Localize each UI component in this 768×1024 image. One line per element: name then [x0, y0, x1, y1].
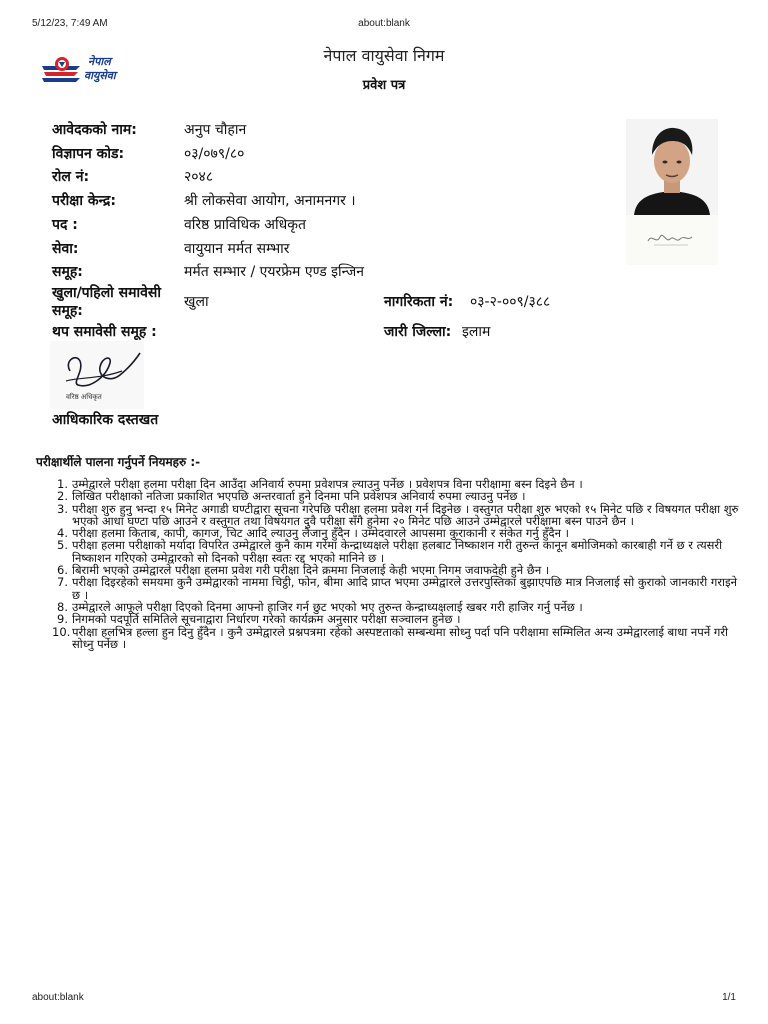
service-value: वायुयान मर्मत सम्भार — [184, 241, 290, 257]
open-group-label-line2: समूह: — [52, 303, 83, 319]
rules-heading: परीक्षार्थीले पालना गर्नुपर्ने नियमहरु :- — [36, 455, 201, 469]
open-group-label-line1: खुला/पहिलो समावेसी — [52, 285, 162, 301]
logo-line1: नेपाल — [88, 55, 111, 68]
rule-text: परीक्षा हलमा परीक्षाको मर्यादा विपरित उम्मेद्वारले कुनै काम गरेमा केन्द्राध्यक्षले परीक्षा हलबाट निष्काशन गरी तुरुन्त कानून बमोजिमको कारबाही गर्ने छ र त्यसरी निष्काशन गरिएको उम्मेद्वारको सो दिनको परीक्षा स्वतः रद्द भएको मानिने छ । — [72, 538, 723, 565]
group-value: मर्मत सम्भार / एयरफ्रेम एण्ड इन्जिन — [184, 264, 365, 280]
doc-title: प्रवेश पत्र — [362, 78, 406, 93]
rule-item — [52, 576, 742, 601]
ad-code-label: विज्ञापन कोड: — [52, 146, 125, 162]
org-title: नेपाल वायुसेवा निगम — [323, 46, 445, 65]
rule-number: 8. — [57, 599, 68, 614]
print-url: about:blank — [358, 18, 410, 29]
group-label: समूह: — [52, 264, 83, 280]
extra-group-label: थप समावेसी समूह : — [52, 324, 157, 340]
footer-url: about:blank — [32, 992, 84, 1003]
citizenship-value: ०३-२-००९/३८८ — [470, 294, 551, 310]
exam-center-label: परीक्षा केन्द्र: — [52, 193, 116, 209]
rule-number: 3. — [57, 501, 68, 516]
applicant-name-label: आवेदकको नाम: — [52, 122, 137, 138]
rule-number: 10. — [52, 624, 71, 639]
rule-item — [52, 626, 742, 651]
rule-item — [52, 539, 742, 564]
official-signature-label: आधिकारिक दस्तखत — [52, 412, 159, 428]
rule-item — [52, 503, 742, 528]
print-header — [0, 18, 768, 32]
official-signature-caption: वरिष्ठ अधिकृत — [66, 393, 102, 401]
rule-number: 1. — [57, 477, 68, 491]
rule-text: परीक्षा शुरु हुनु भन्दा १५ मिनेट अगाडी घण्टीद्वारा सूचना गरेपछि परीक्षा हलमा प्रवेश गर्न दिइनेछ । वस्तुगत परीक्षा शुरु भएको १५ मिनेट पछि र विषयगत परीक्षा शुरु भएको आधा घण्टा पछि आउने र वस्तुगत तथा विषयगत दुवै परीक्षा सँगै हुनेमा २० मिनेट पछि आउने उम्मेद्वारले परीक्षामा बस्न पाउने छैन । — [72, 501, 739, 528]
exam-center-value: श्री लोकसेवा आयोग, अनामनगर । — [184, 193, 356, 209]
applicant-signature-image — [626, 215, 718, 265]
rule-text: उम्मेद्वारले आफूले परीक्षा दिएको दिनमा आफ्नो हाजिर गर्न छुट भएको भए तुरुन्त केन्द्राध्यक्षलाई खबर गरी हाजिर गर्नु पर्नेछ । — [72, 599, 583, 614]
issue-district-value: इलाम — [462, 324, 491, 340]
print-datetime: 5/12/23, 7:49 AM — [32, 18, 108, 29]
rule-number: 2. — [57, 489, 68, 504]
rule-number: 5. — [57, 538, 68, 553]
rule-text: परीक्षा हलभित्र हल्ला हुन दिनु हुँदैन । कुनै उम्मेद्वारले प्रश्नपत्रमा रहेको अस्पष्टताको सम्बन्धमा सोध्नु पर्दा पनि परीक्षामा सम्मिलित अन्य उम्मेद्वारलाई बाधा नपर्ने गरी सोध्नु पर्नेछ । — [72, 624, 729, 651]
rule-number: 9. — [57, 612, 68, 627]
rule-number: 4. — [57, 526, 68, 541]
rule-number: 6. — [57, 563, 68, 578]
rule-text: निगमको पदपूर्ति समितिले सूचनाद्वारा निर्धारण गरेको कार्यक्रम अनुसार परीक्षा सञ्चालन हुनेछ । — [72, 612, 461, 627]
applicant-name-value: अनुप चौहान — [184, 122, 247, 138]
open-group-value: खुला — [184, 294, 209, 310]
rule-text: परीक्षा हलमा किताब, कापी, कागज, चिट आदि ल्याउनु लैजानु हुँदैन । उम्मेदवारले आपसमा कुराकानी र संकेत गर्नु हुँदैन । — [72, 526, 570, 541]
rule-number: 7. — [57, 575, 68, 590]
rules-list — [52, 478, 742, 650]
rule-text: लिखित परीक्षाको नतिजा प्रकाशित भएपछि अन्तरवार्ता हुने दिनमा पनि प्रवेशपत्र अनिवार्य रुपमा ल्याउनु पर्नेछ । — [72, 489, 526, 504]
applicant-photo — [626, 119, 718, 215]
rule-text: बिरामी भएको उम्मेद्वारले परीक्षा हलमा प्रवेश गरी परीक्षा दिने क्रममा निजलाई केही भएमा निगम जवाफदेही हुने छैन । — [72, 563, 550, 578]
rule-text: उम्मेद्वारले परीक्षा हलमा परीक्षा दिन आउँदा अनिवार्य रुपमा प्रवेशपत्र ल्याउनु पर्नेछ । प्रवेशपत्र विना परीक्षामा बस्न दिइने छैन । — [72, 477, 583, 491]
roll-label: रोल नं: — [52, 169, 90, 185]
service-label: सेवा: — [52, 241, 79, 257]
ad-code-value: ०३/०७९/८० — [184, 146, 245, 162]
issue-district-label: जारी जिल्ला: — [384, 324, 452, 340]
roll-value: २०४८ — [184, 169, 214, 185]
print-footer — [0, 992, 768, 1006]
citizenship-label: नागरिकता नं: — [384, 294, 454, 310]
logo-line2: वायुसेवा — [84, 69, 116, 82]
post-label: पद : — [52, 217, 78, 233]
post-value: वरिष्ठ प्राविधिक अधिकृत — [184, 217, 306, 233]
rule-text: परीक्षा दिइरहेको समयमा कुनै उम्मेद्वारको नाममा चिट्ठी, फोन, बीमा आदि प्राप्त भएमा उम्मेद्वारले उत्तरपुस्तिका बुझाएपछि मात्र निजलाई सो कुराको जानकारी गराइने छ । — [72, 575, 738, 602]
footer-page-number: 1/1 — [722, 992, 736, 1003]
